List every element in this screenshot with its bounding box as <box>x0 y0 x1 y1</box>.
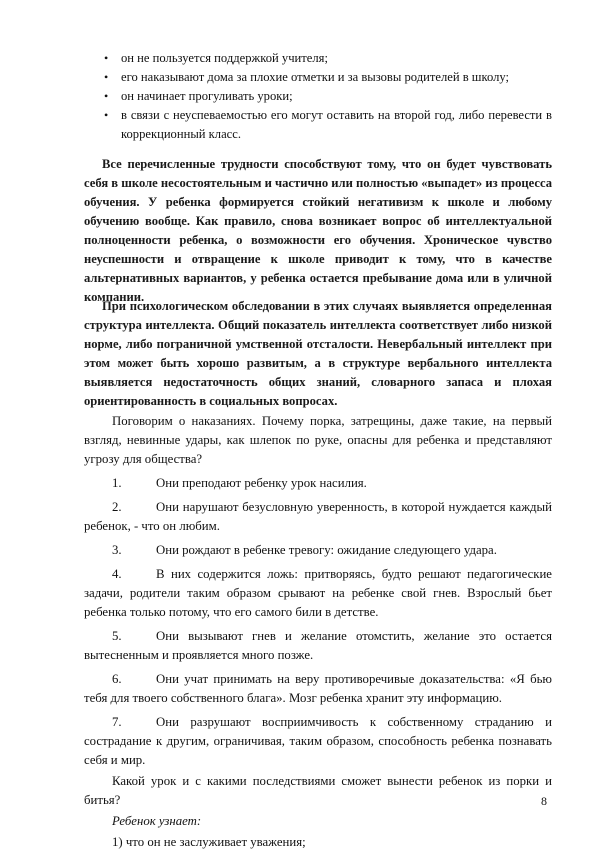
learns-heading: Ребенок узнает: <box>112 814 202 828</box>
numbered-item-5: 5. Они вызывают гнев и желание отомстить, желание это остается вытесненным и проявляется много позже. <box>84 629 552 662</box>
question-paragraph: Какой урок и с какими последствиями сможет вынести ребенок из порки и битья? <box>84 774 552 807</box>
list-item: • он не пользуется поддержкой учителя; <box>104 49 552 68</box>
numbered-item-3: 3. Они рождают в ребенке тревогу: ожидание следующего удара. <box>112 543 497 557</box>
learns-item-1: 1) что он не заслуживает уважения; <box>112 835 306 849</box>
numbered-item-7: 7. Они разрушают восприимчивость к собственному страданию и сострадание к другим, ограничивая, таким образом, способность ребенка познавать себя и мир. <box>84 715 552 767</box>
list-item: • он начинает прогуливать уроки; <box>104 87 552 106</box>
page-number: 8 <box>541 794 547 808</box>
numbered-item-6: 6. Они учат принимать на веру противоречивые доказательства: «Я бью тебя для твоего собственного блага». Мозг ребенка хранит эту информацию. <box>84 672 552 705</box>
paragraph-difficulties: Все перечисленные трудности способствуют тому, что он будет чувствовать себя в школе несостоятельным и частично или полностью «выпадет» из процесса обучения. У ребенка формируется стойкий негативизм к школе и любому обучению вообще. Как правило, снова возникает вопрос об интеллектуальной полноценности ребенка, о возможности его обучения. Хроническое чувство неуспешности и отвращение к школе приводит к тому, что в качестве альтернативных вариантов, у ребенка остается пребывание дома или в уличной компании. <box>84 157 552 304</box>
paragraph-psych-exam: При психологическом обследовании в этих случаях выявляется определенная структура интеллекта. Общий показатель интеллекта соответствует либо низкой норме, либо пограничной умственной отсталости. Невербальный интеллект при этом может быть хорошо развитым, а в структуре вербального интеллекта выявляется недостаточность общих знаний, словарного запаса и плохая ориентированность в социальных вопросах. <box>84 299 552 408</box>
intro-paragraph: Поговорим о наказаниях. Почему порка, затрещины, даже такие, на первый взгляд, невинные удары, как шлепок по руке, опасны для ребенка и представляют угрозу для общества? <box>84 414 552 466</box>
list-item: • его наказывают дома за плохие отметки и за вызовы родителей в школу; <box>104 68 552 87</box>
list-item: • в связи с неуспеваемостью его могут оставить на второй год, либо перевести в коррекционный класс. <box>104 106 552 144</box>
numbered-item-2: 2. Они нарушают безусловную уверенность, в которой нуждается каждый ребенок, - что он любим. <box>84 500 552 533</box>
punishment-section <box>84 412 552 852</box>
numbered-item-1: 1. Они преподают ребенку урок насилия. <box>112 476 367 490</box>
numbered-item-4: 4. В них содержится ложь: притворяясь, будто решают педагогические задачи, родители таким образом срывают на ребенке свой гнев. Взрослый бьет ребенка только потому, что его самого били в детстве. <box>84 567 552 619</box>
bullet-list <box>104 49 552 144</box>
